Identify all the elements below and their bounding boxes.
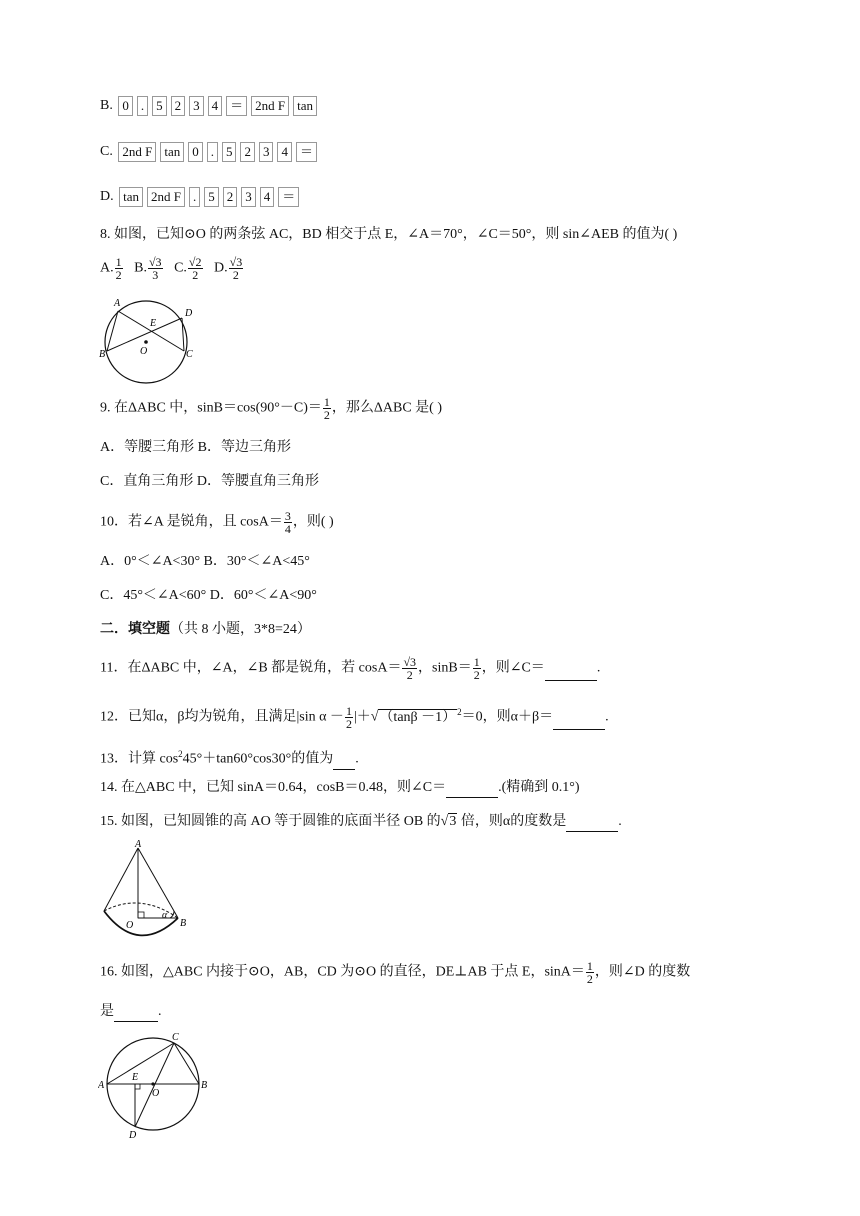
segment-ab: [107, 311, 118, 351]
B-key: 3: [189, 96, 204, 116]
B-key: 0: [118, 96, 133, 116]
C-key: 0: [188, 142, 203, 162]
q8-circle-figure: [98, 298, 198, 386]
D-key: 4: [260, 187, 275, 207]
D-key: .: [189, 187, 200, 207]
q7-option-b-keys: [116, 98, 319, 113]
q11-frac-1: $\frac{√3}{2}$: [403, 655, 417, 682]
label-o: O: [126, 920, 134, 931]
C-key: 2nd F: [118, 142, 156, 162]
q15-cone-figure: [98, 838, 198, 948]
C-key: 4: [277, 142, 292, 162]
diameter-cd: [135, 1043, 174, 1127]
q8-frac-a: $\frac{1}{2}$: [115, 255, 122, 282]
D-key: 2: [223, 187, 238, 207]
q9-frac: $\frac{1}{2}$: [323, 395, 330, 422]
q16-line2: 是 .: [100, 1002, 162, 1022]
label-a: A: [114, 298, 121, 309]
q7-option-d: D. tan 2nd F . 5 2 3 4 ＝: [100, 187, 301, 207]
q8-frac-d: $\frac{√3}{2}$: [229, 255, 243, 282]
B-key: .: [137, 96, 148, 116]
q9-options-1: A．等腰三角形 B．等边三角形: [100, 440, 291, 455]
q10-options-1: A．0°＜∠A<30° B．30°＜∠A<45°: [100, 554, 310, 569]
q8-options: A. $\frac{1}{2}$ B. $\frac{√3}{3}$ C. $\frac{√2}{2}$ D. $\frac{√3}{2}$: [100, 255, 243, 282]
label-b: B: [99, 349, 106, 360]
B-key: 2: [171, 96, 186, 116]
q14: 14. 在△ABC 中，已知 sinA＝0.64，cosB＝0.48，则∠C＝ .(精确到 0.1°): [100, 778, 580, 798]
D-key: ＝: [278, 187, 299, 207]
C-key: ＝: [296, 142, 317, 162]
C-key: tan: [160, 142, 184, 162]
chord-ac: [118, 311, 184, 351]
B-key: ＝: [226, 96, 247, 116]
q15-sqrt: 3: [449, 814, 457, 829]
q7-option-c-keys: [116, 144, 319, 159]
D-key: 5: [204, 187, 219, 207]
right-angle-mark: [135, 1084, 140, 1089]
q13: 13．计算 $\cos^245^\circ+\tan 60^\circ\cos 30^\circ$的值为 .: [100, 744, 359, 770]
label-b: B: [201, 1080, 208, 1091]
segment-cb: [174, 1043, 199, 1084]
q10-stem: 10．若∠A 是锐角，且 cosA＝ $\frac{3}{4}$ ，则( ): [100, 509, 334, 536]
q12-answer-blank[interactable]: [553, 729, 605, 730]
q9-options-2: C．直角三角形 D．等腰直角三角形: [100, 474, 319, 489]
D-key: 2nd F: [147, 187, 185, 207]
B-key: tan: [293, 96, 317, 116]
section-fill-in-title: 二．填空题（共 8 小题，3*8=24）: [100, 622, 311, 637]
q14-answer-blank[interactable]: [446, 797, 498, 798]
q11: 11．在ΔABC 中，∠A，∠B 都是锐角，若 cosA＝ $\frac{√3}{2}$ ，sinB＝ $\frac{1}{2}$ ，则∠C＝ .: [100, 655, 601, 682]
q10-frac: $\frac{3}{4}$: [284, 509, 291, 536]
center-o: [144, 340, 148, 344]
C-key: 2: [240, 142, 255, 162]
label-o: O: [140, 346, 148, 357]
label-c: C: [172, 1032, 179, 1043]
q16-line1: 16. 如图，△ABC 内接于⊙O，AB，CD 为⊙O 的直径，DE⊥AB 于点 E，sinA＝ $\frac{1}{2}$ ，则∠D 的度数: [100, 959, 691, 986]
D-key: tan: [119, 187, 143, 207]
C-key: .: [207, 142, 218, 162]
segment-dc: [182, 318, 184, 351]
q11-frac-2: $\frac{1}{2}$: [473, 655, 480, 682]
label-e: E: [132, 1072, 139, 1083]
center-o: [151, 1082, 154, 1085]
label-a: A: [98, 1080, 105, 1091]
q8-stem: 8. 如图，已知⊙O 的两条弦 AC，BD 相交于点 E，∠A＝70°，∠C＝50°，则 sin∠AEB 的值为( ): [100, 227, 678, 242]
q7-option-d-keys: [117, 189, 301, 204]
q12-sqrt: （tanβ －1）: [379, 709, 457, 725]
q16-frac: $\frac{1}{2}$: [586, 959, 593, 986]
B-key: 4: [208, 96, 223, 116]
q16-circle-figure: [98, 1030, 218, 1142]
q15: 15. 如图，已知圆锥的高 AO 等于圆锥的底面半径 OB 的√3 倍，则α的度数是 .: [100, 812, 622, 832]
D-key: 3: [241, 187, 256, 207]
label-b: B: [180, 918, 187, 929]
label-c: C: [186, 349, 193, 360]
q12-frac: $\frac{1}{2}$: [345, 703, 352, 731]
q7-option-b: B. 0 . 5 2 3 4 ＝ 2nd F tan: [100, 96, 319, 116]
label-e: E: [150, 318, 157, 329]
q15-answer-blank[interactable]: [566, 831, 618, 832]
q7-option-c: C. 2nd F tan 0 . 5 2 3 4 ＝: [100, 142, 319, 162]
label-alpha: α: [162, 910, 168, 921]
label-d: D: [129, 1130, 137, 1141]
q16-answer-blank[interactable]: [114, 1021, 158, 1022]
label-o: O: [152, 1088, 160, 1099]
B-key: 2nd F: [251, 96, 289, 116]
B-key: 5: [152, 96, 167, 116]
right-angle-mark: [138, 912, 144, 918]
q13-answer-blank[interactable]: [333, 769, 355, 770]
q8-frac-c: $\frac{√2}{2}$: [188, 255, 202, 282]
q8-frac-b: $\frac{√3}{3}$: [148, 255, 162, 282]
label-a: A: [135, 839, 142, 850]
q10-options-2: C．45°＜∠A<60° D．60°＜∠A<90°: [100, 588, 317, 603]
C-key: 5: [222, 142, 237, 162]
cone-left-edge: [104, 848, 138, 911]
q12: 12．已知α，β均为锐角，且满足|sin α － $\frac{1}{2}$ $|+√(\tan\beta -1)^2=0$，则α＋β＝ .: [100, 703, 609, 731]
q9-stem: 9. 在ΔABC 中，sinB＝cos(90°－C)＝ $\frac{1}{2}$ ，那么ΔABC 是( ): [100, 395, 443, 422]
C-key: 3: [259, 142, 274, 162]
q11-answer-blank[interactable]: [545, 680, 597, 681]
label-d: D: [185, 308, 193, 319]
